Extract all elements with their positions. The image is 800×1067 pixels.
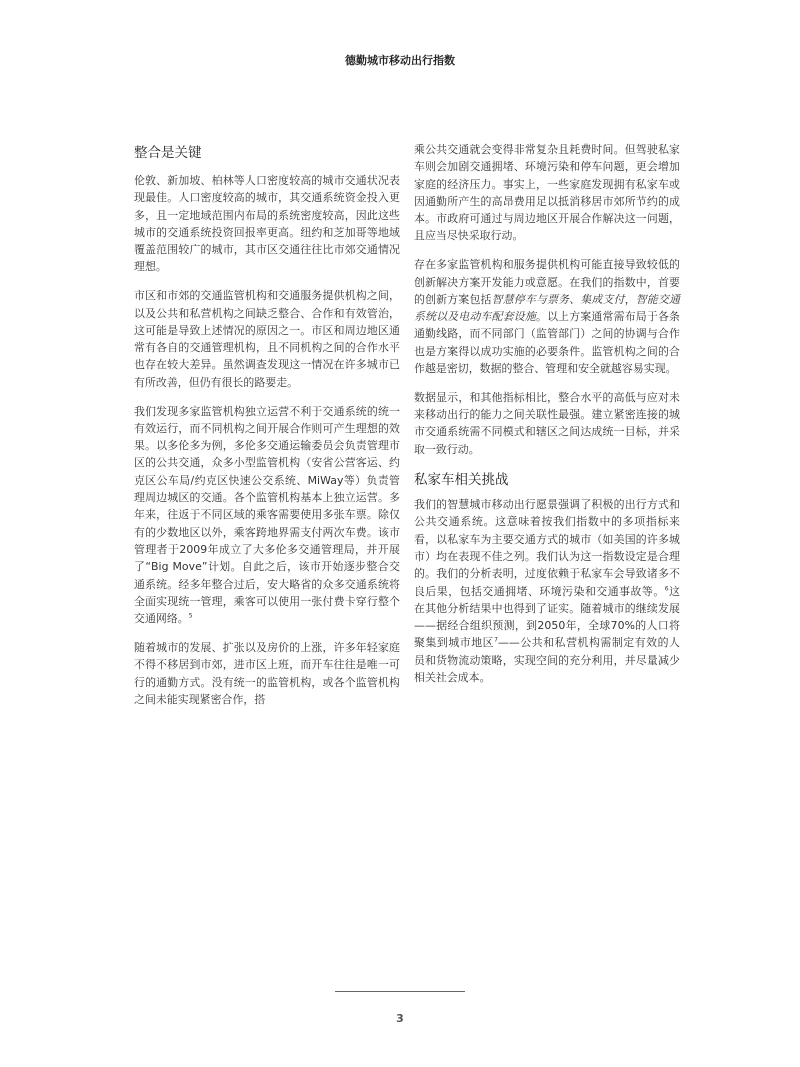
paragraph-text: ——公共和私营机构需制定有效的人员和货物流动策略，实现空间的充分利用，并尽量减少相关社会成本。 (414, 636, 680, 685)
footnote-ref: 7 (494, 636, 498, 644)
footer-divider (335, 991, 465, 992)
paragraph: 随着城市的发展、扩张以及房价的上涨，许多年轻家庭不得不移居到市郊，进市区上班，而开车往往是唯一可行的通勤方式。没有统一的监管机构，或各个监管机构之间未能实现紧密合作，搭 (134, 640, 400, 706)
paragraph: 数据显示，和其他指标相比，整合水平的高低与应对未来移动出行的能力之间关联性最强。建立紧密连接的城市交通系统需不同模式和辖区之间达成统一目标，并采取一致行动。 (414, 390, 680, 456)
paragraph (414, 496, 680, 686)
section-heading-private-car: 私家车相关挑战 (414, 472, 509, 489)
left-column (134, 140, 400, 720)
paragraph: 市区和市郊的交通监管机构和交通服务提供机构之间，以及公共和私营机构之间缺乏整合、合作和有效管治，这可能是导致上述情况的原因之一。市区和周边地区通常有各自的交通管理机构，且不同机构之间的合作水平也存在较大差异。虽然调查发现这一情况在许多城市已有所改善，但仍有很长的路要走。 (134, 289, 400, 389)
running-header: 德勤城市移动出行指数 (345, 54, 455, 67)
section-heading-integration: 整合是关键 (134, 145, 202, 161)
paragraph (134, 403, 400, 628)
paragraph-text: ， (624, 292, 636, 306)
paragraph: 伦敦、新加坡、柏林等人口密度较高的城市交通状况表现最佳。人口密度较高的城市，其交通系统资金投入更多，且一定地域范围内布局的系统密度较高，因此这些城市的交通系统投资回报率更高。纽约和芝加哥等地域覆盖范围较广的城市，其市区交通往往比市郊交通情况理想。 (134, 174, 400, 274)
paragraph-text: 。以上方案通常需布局于各条通勤线路，而不同部门（监管部门）之间的协调与合作也是方案得以成功实施的必要条件。监管机构之间的合作越是密切，数据的整合、管理和安全就越容易实现。 (414, 310, 680, 376)
paragraph (414, 256, 680, 377)
paragraph-text: 我们的智慧城市移动出行愿景强调了积极的出行方式和公共交通系统。这意味着按我们指数中的多项指标来看，以私家车为主要交通方式的城市（如美国的许多城市）均在表现不佳之列。我们认为这一指数设定是合理的。我们的分析表明，过度依赖于私家车会导致诸多不良后果，包括交通拥堵、环境污染和交通事故等。 (414, 498, 680, 598)
emphasis-text: 智能交通系统以及电动车配套设施 (414, 292, 680, 324)
paragraph-text: 存在多家监管机构和服务提供机构可能直接导致较低的创新解决方案开发能力或意愿。在我们的指数中，首要的创新方案包括 (414, 258, 680, 306)
page-number: 3 (396, 1012, 404, 1025)
right-column (414, 141, 680, 698)
paragraph-text: 这在其他分析结果中也得到了证实。随着城市的继续发展——据经合组织预测，到2050年，全球70%的人口将聚集到城市地区 (414, 584, 680, 650)
emphasis-text: 智慧停车与票务、集成支付 (491, 292, 625, 306)
footnote-ref: 5 (188, 612, 193, 620)
paragraph-text: 我们发现多家监管机构独立运营不利于交通系统的统一有效运行，而不同机构之间开展合作则可产生理想的效果。以多伦多为例，多伦多交通运输委员会负责管理市区的公共交通，众多小型监管机构（安省公营客运、约克区公车局/约克区快速公交系统、MiWay等）负责管理周边城区的交通。各个监管机构基本上独立运营。多年来，往返于不同区域的乘客需要使用多张车票。除仅有的少数地区以外，乘客跨地界需支付两次车费。该市管理者于2009年成立了大多伦多交通管理局，并开展了“Big Move”计划。自此之后，该市开始逐步整合交通系统。经多年整合过后，安大略省的众多交通系统将全面实现统一管理，乘客可以使用一张付费卡穿行整个交通网络。 (134, 404, 400, 626)
footnote-ref: 6 (664, 584, 669, 592)
paragraph: 乘公共交通就会变得非常复杂且耗费时间。但驾驶私家车则会加剧交通拥堵、环境污染和停车问题，更会增加家庭的经济压力。事实上，一些家庭发现拥有私家车或因通勤所产生的高昂费用足以抵消移居市郊所节约的成本。市政府可通过与周边地区开展合作解决这一问题，且应当尽快采取行动。 (414, 143, 680, 243)
